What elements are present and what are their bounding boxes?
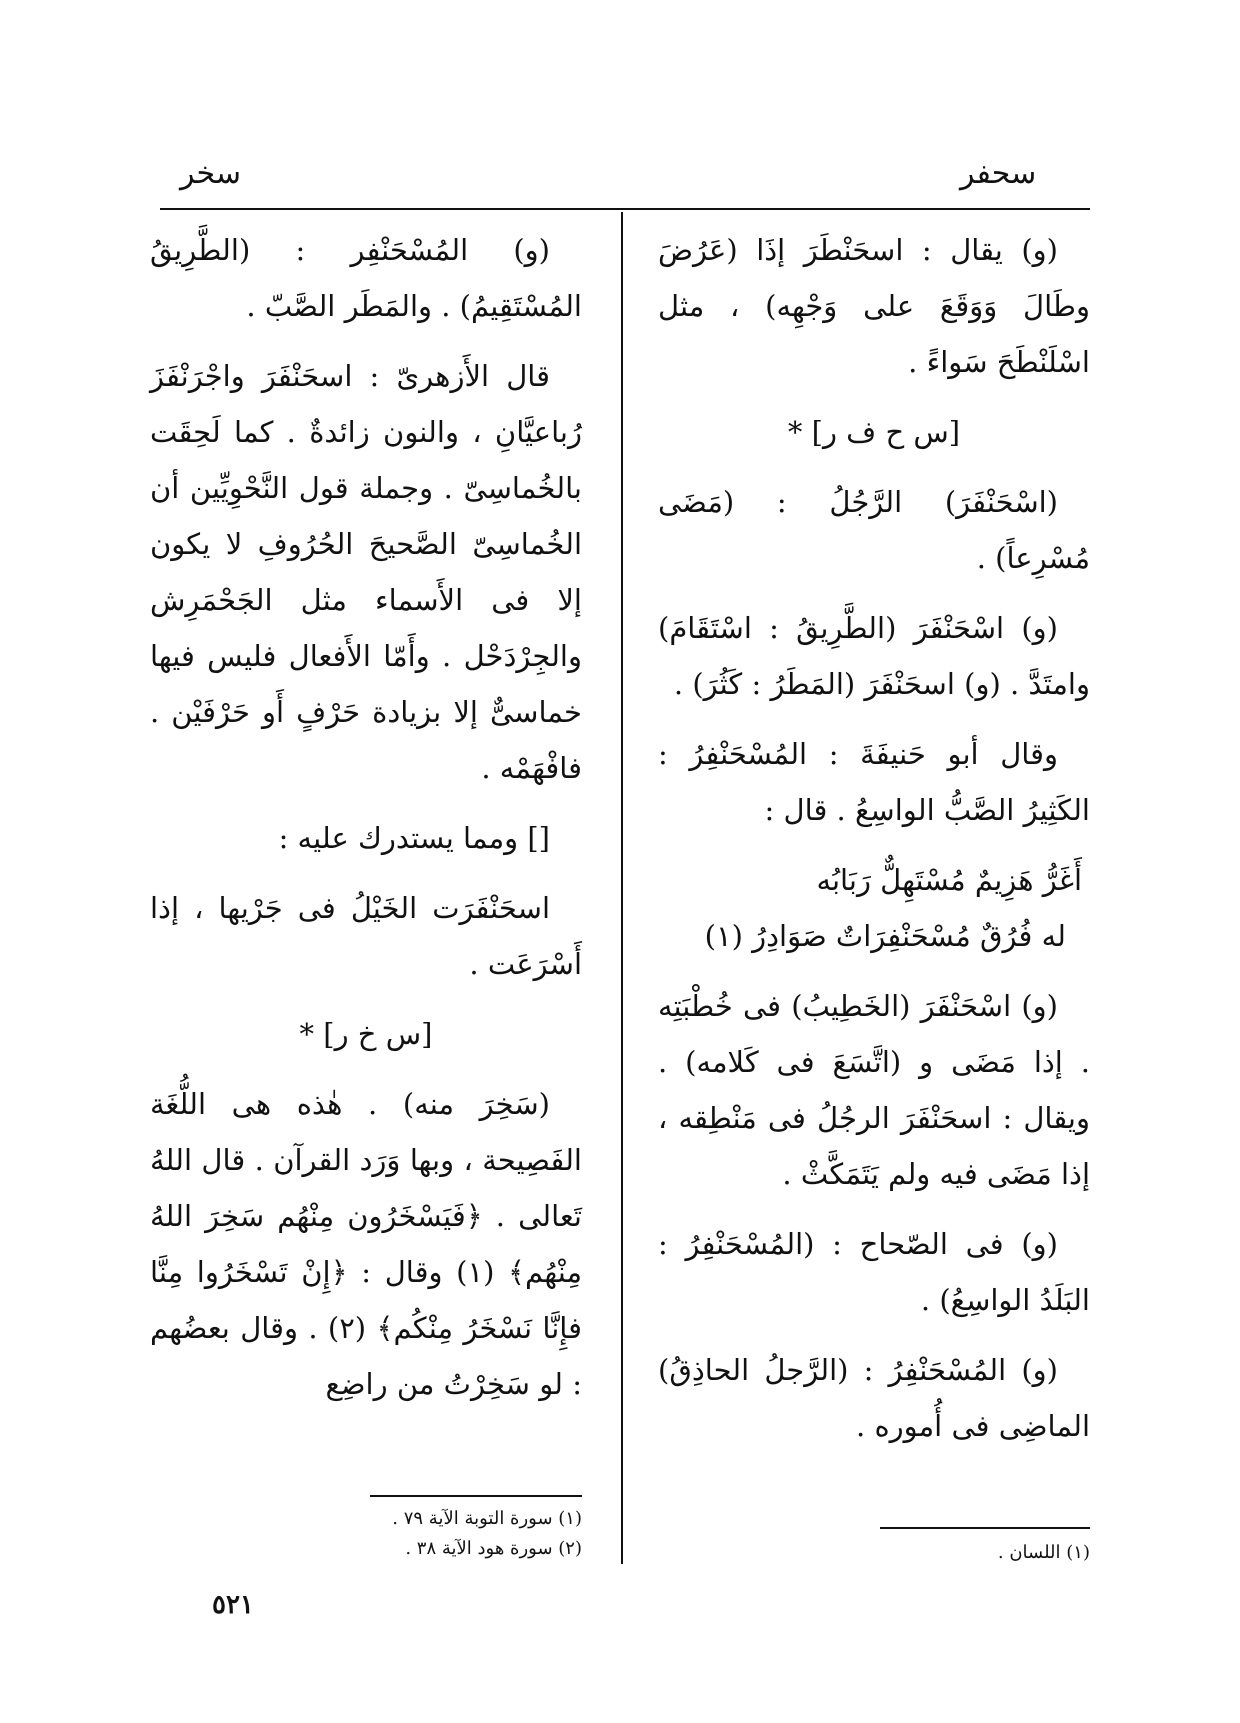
- running-head-right: سحفر: [960, 156, 1037, 191]
- footnote: (١) سورة التوبة الآية ٧٩ .: [392, 1508, 582, 1529]
- paragraph: [] ومما يستدرك عليه :: [278, 821, 550, 855]
- column-divider: [621, 212, 623, 1564]
- header-rule: [160, 208, 1090, 210]
- paragraph: (و) اسْحَنْفَرَ (الطَّرِيقُ : اسْتَقَامَ) وامتَدَّ . (و) اسحَنْفَرَ (المَطَرُ : كَثُرَ) .: [658, 611, 1090, 701]
- paragraph: (اسْحَنْفَرَ) الرَّجُلُ : (مَضَى مُسْرِعاً) .: [658, 485, 1090, 575]
- paragraph: (و) يقال : اسحَنْطَرَ إذَا (عَرُضَ وطَالَ وَوَقَعَ على وَجْهِه) ، مثل اسْلَنْطَحَ سَواءً .: [658, 233, 1090, 379]
- verse-line: أَغَرُّ هَزِيمٌ مُسْتَهِلٌّ رَبَابُه: [816, 863, 1082, 897]
- footnote: (٢) سورة هود الآية ٣٨ .: [405, 1538, 582, 1559]
- paragraph: (و) اسْحَنْفَرَ (الخَطِيبُ) فى خُطْبَتِه . إذا مَضَى و (اتَّسَعَ فى كَلامه) . ويقال : اسحَنْفَرَ الرجُلُ فى مَنْطِقه ، إذا مَضَى فيه ولم يَتَمَكَّثْ .: [658, 989, 1090, 1191]
- paragraph: قال الأَزهرىّ : اسحَنْفَرَ واجْرَنْفَزَ رُباعيَّانِ ، والنون زائدةٌ . كما لَحِقَت بالخُماسِىّ . وجملة قول النَّحْوِيِّين أن الخُماسِىّ الصَّحيحَ الحُرُوفِ لا يكون إلا فى الأَسماء مثل الجَحْمَرِش والجِرْدَحْل . وأَمّا الأَفعال فليس فيها خماسىٌّ إلا بزيادة حَرْفٍ أَو حَرْفَيْن . فافْهَمْه .: [150, 359, 582, 785]
- paragraph: اسحَنْفَرَت الخَيْلُ فى جَرْيها ، إذا أَسْرَعَت .: [150, 891, 582, 981]
- footnote-rule: [370, 1495, 582, 1497]
- running-head-left: سخر: [180, 156, 242, 191]
- right-column: [658, 222, 1090, 1468]
- left-column: [150, 222, 582, 1426]
- footnote: (١) اللسان .: [997, 1542, 1090, 1563]
- footnotes-right: [850, 1538, 1090, 1568]
- footnote-rule: [880, 1527, 1090, 1529]
- entry-heading: [س خ ر] *: [299, 1017, 433, 1051]
- paragraph: (سَخِرَ منه) . هٰذه هى اللُّغَة الفَصِيحة ، وبها وَرَد القرآن . قال اللهُ تَعالى . ﴿فَيَسْخَرُون مِنْهُم سَخِرَ اللهُ مِنْهُم﴾ (١) وقال : ﴿إِنْ تَسْخَرُوا مِنَّا فإِنَّا نَسْخَرُ مِنْكُم﴾ (٢) . وقال بعضُهم : لو سَخِرْتُ من راضِع: [150, 1087, 583, 1401]
- paragraph: وقال أبو حَنيفَةَ : المُسْحَنْفِرُ : الكَثِيرُ الصَّبُّ الواسِعُ . قال :: [658, 737, 1090, 827]
- paragraph: (و) المُسْحَنْفِرُ : (الرَّجلُ الحاذِقُ) الماضِى فى أُموره .: [658, 1353, 1090, 1443]
- verse-line: له فُرُقٌ مُسْحَنْفِرَاتٌ صَوَادِرُ (١): [704, 919, 1066, 953]
- paragraph: (و) فى الصّحاح : (المُسْحَنْفِرُ : البَلَدُ الواسِعُ) .: [658, 1227, 1090, 1317]
- footnotes-left: [330, 1504, 582, 1564]
- paragraph: (و) المُسْحَنْفِر : (الطَّرِيقُ المُسْتَقِيمُ) . والمَطَر الصَّبّ .: [150, 233, 582, 323]
- entry-heading: [س ح ف ر] *: [787, 415, 961, 449]
- page-number: ٥٢١: [212, 1590, 254, 1620]
